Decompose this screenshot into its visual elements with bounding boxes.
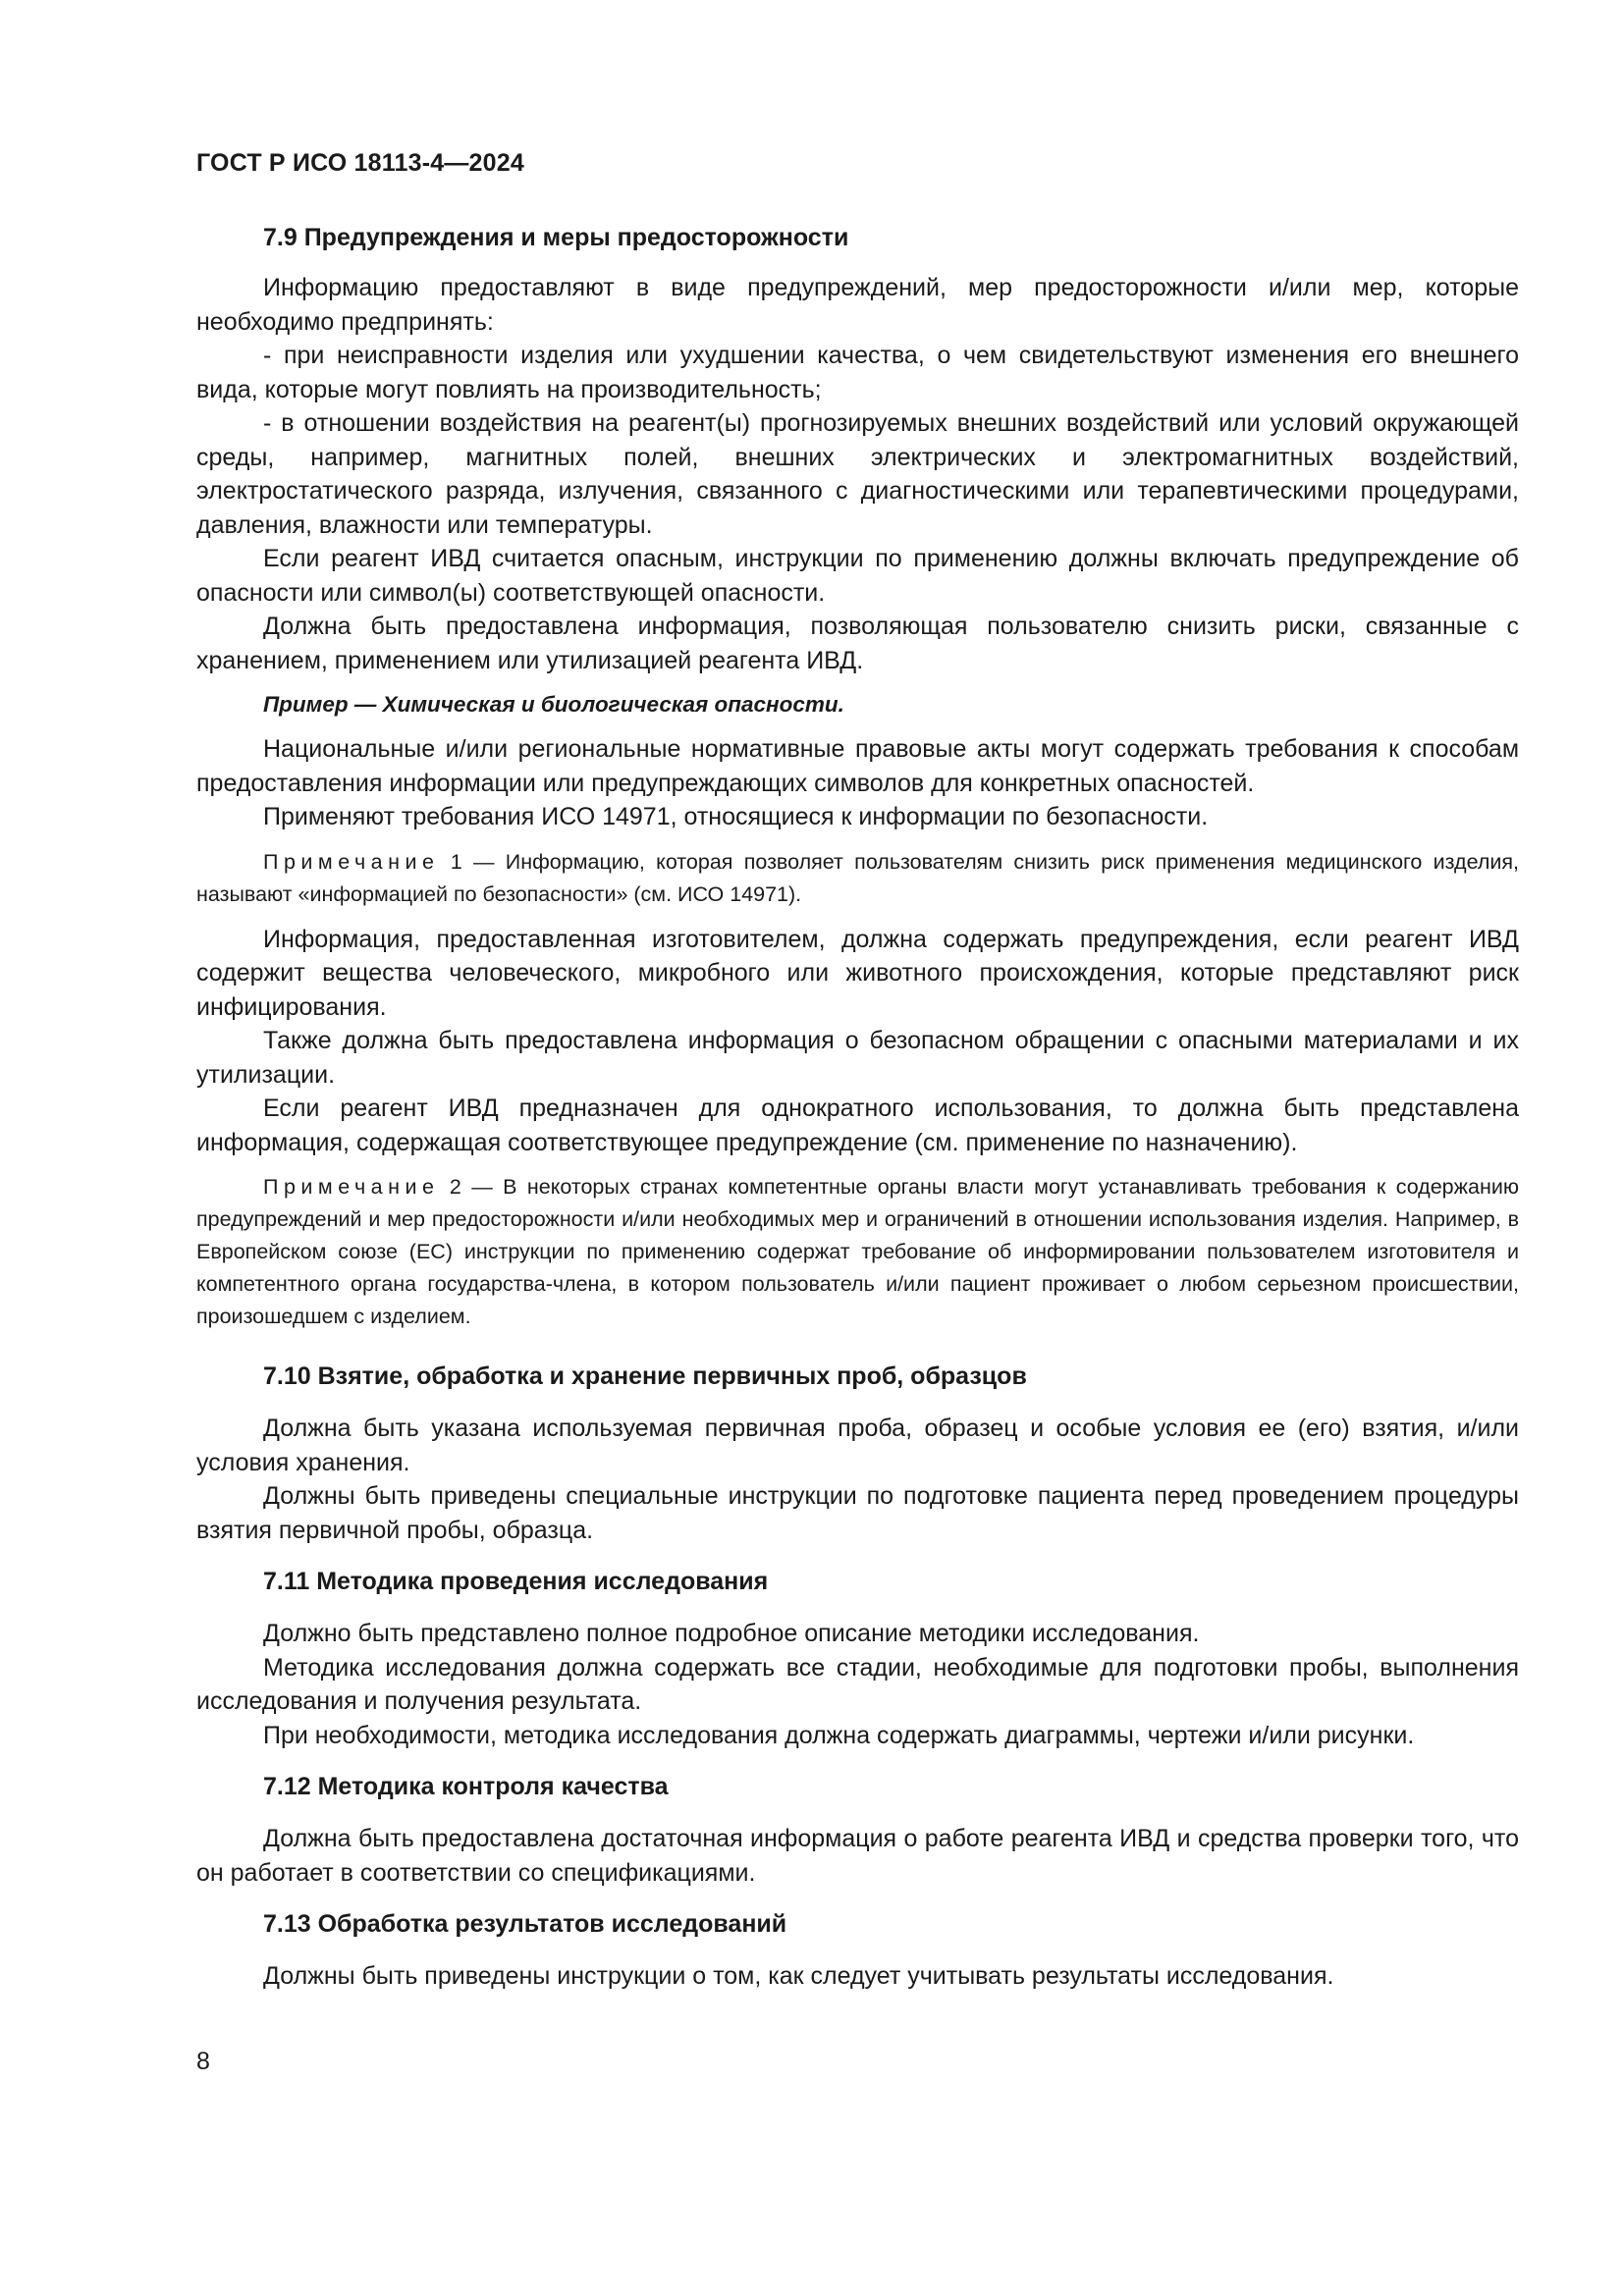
paragraph: При необходимости, методика исследования должна содержать диаграммы, чертежи и/или рисунки. <box>263 1721 1415 1749</box>
paragraph: Национальные и/или региональные нормативные правовые акты могут содержать требования к способам предоставления информации или предупреждающих символов для конкретных опасностей. <box>196 735 1519 797</box>
note-1 <box>196 846 1519 911</box>
paragraph: Должна быть предоставлена достаточная информация о работе реагента ИВД и средства проверки того, что он работает в соответствии со спецификациями. <box>196 1825 1519 1887</box>
document-body <box>196 221 1519 1994</box>
section-7-10 <box>196 1360 1519 1547</box>
section-7-9 <box>196 221 1519 1333</box>
paragraph: Должна быть указана используемая первичная проба, образец и особые условия ее (его) взятия, и/или условия хранения. <box>196 1415 1519 1476</box>
example-line: Пример — Химическая и биологическая опасности. <box>263 692 844 717</box>
paragraph: Также должна быть предоставлена информация о безопасном обращении с опасными материалами и их утилизации. <box>196 1027 1519 1089</box>
document-header: ГОСТ Р ИСО 18113-4—2024 <box>196 149 524 177</box>
paragraph: Должно быть представлено полное подробное описание методики исследования. <box>263 1620 1200 1647</box>
paragraph: Если реагент ИВД считается опасным, инструкции по применению должны включать предупреждение об опасности или символ(ы) соответствующей опасности. <box>196 545 1519 607</box>
paragraph: Применяют требования ИСО 14971, относящиеся к информации по безопасности. <box>263 803 1209 830</box>
paragraph: Информацию предоставляют в виде предупреждений, мер предосторожности и/или мер, которые необходимо предпринять: <box>196 274 1519 336</box>
section-7-11 <box>196 1565 1519 1752</box>
section-heading: 7.9 Предупреждения и меры предосторожности <box>263 224 849 251</box>
note-text: 1 — Информацию, которая позволяет пользователям снизить риск применения медицинского изделия, называют «информацией по безопасности» (см. ИСО 14971). <box>196 849 1519 906</box>
section-heading: 7.11 Методика проведения исследования <box>263 1568 769 1595</box>
note-text: 2 — В некоторых странах компетентные органы власти могут устанавливать требования к содержанию предупреждений и мер предосторожности и/или необходимых мер и ограничений в отношении использования изделия. Например, в Европейском союзе (ЕС) инструкции по применению содержат требование об информировании пользователем изготовителя и компетентного органа государства-члена, в котором пользователь и/или пациент проживает о любом серьезном происшествии, произошедшем с изделием. <box>196 1175 1519 1328</box>
section-heading: 7.13 Обработка результатов исследований <box>263 1910 787 1938</box>
paragraph: Информация, предоставленная изготовителем, должна содержать предупреждения, если реагент ИВД содержит вещества человеческого, микробного или животного происхождения, которые представляют риск инфицирования. <box>196 925 1519 1021</box>
list-item: - в отношении воздействия на реагент(ы) прогнозируемых внешних воздействий или условий окружающей среды, например, магнитных полей, внешних электрических и электромагнитных воздействий, электростатического разряда, излучения, связанного с диагностическими или терапевтическими процедурами, давления, влажности или температуры. <box>196 409 1519 539</box>
note-label: Примечание <box>263 849 440 874</box>
section-7-13 <box>196 1907 1519 1994</box>
note-2 <box>196 1171 1519 1333</box>
list-item: - при неисправности изделия или ухудшении качества, о чем свидетельствуют изменения его внешнего вида, которые могут повлиять на производительность; <box>196 342 1519 403</box>
section-heading: 7.10 Взятие, обработка и хранение первичных проб, образцов <box>263 1362 1027 1390</box>
paragraph: Должна быть предоставлена информация, позволяющая пользователю снизить риски, связанные с хранением, применением или утилизацией реагента ИВД. <box>196 613 1519 674</box>
page-number: 8 <box>196 2048 210 2075</box>
paragraph: Должны быть приведены специальные инструкции по подготовке пациента перед проведением процедуры взятия первичной пробы, образца. <box>196 1482 1519 1544</box>
section-7-12 <box>196 1770 1519 1890</box>
paragraph: Методика исследования должна содержать все стадии, необходимые для подготовки пробы, выполнения исследования и получения результата. <box>196 1653 1519 1715</box>
section-heading: 7.12 Методика контроля качества <box>263 1773 669 1800</box>
note-label: Примечание <box>263 1175 440 1199</box>
paragraph: Должны быть приведены инструкции о том, как следует учитывать результаты исследования. <box>263 1962 1334 1990</box>
paragraph: Если реагент ИВД предназначен для однократного использования, то должна быть представлена информация, содержащая соответствующее предупреждение (см. применение по назначению). <box>196 1095 1519 1156</box>
